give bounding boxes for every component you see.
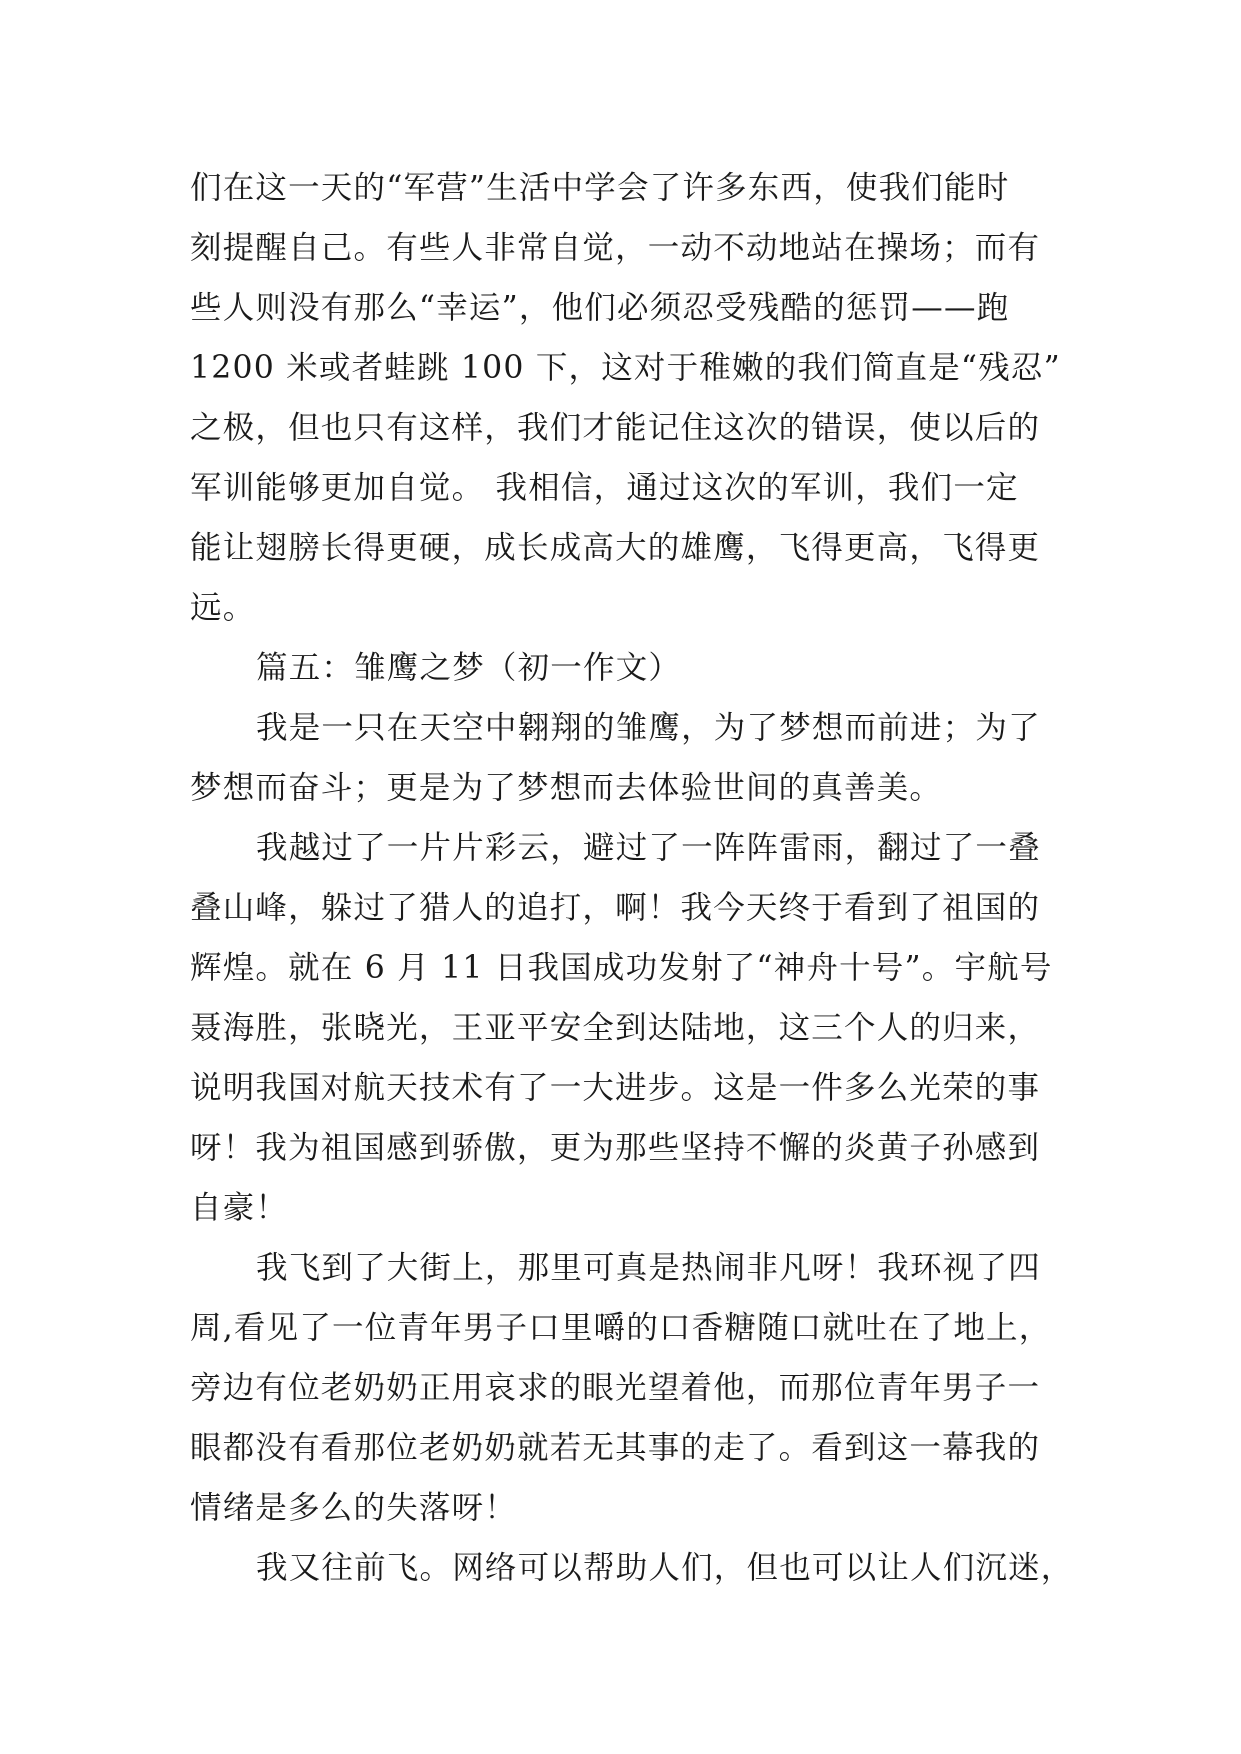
text-line: 眼都没有看那位老奶奶就若无其事的走了。看到这一幕我的 — [190, 1430, 1041, 1466]
text-line: 刻提醒自己。有些人非常自觉，一动不动地站在操场；而有 — [190, 230, 1041, 266]
text-line: 说明我国对航天技术有了一大进步。这是一件多么光荣的事 — [190, 1070, 1041, 1106]
text-line: 叠山峰，躲过了猎人的追打，啊！我今天终于看到了祖国的 — [190, 890, 1041, 926]
text-line: 之极，但也只有这样，我们才能记住这次的错误，使以后的 — [190, 410, 1041, 446]
paragraph-start-line: 我飞到了大街上，那里可真是热闹非凡呀！我环视了四 — [256, 1250, 1041, 1286]
text-line: 聂海胜，张晓光，王亚平安全到达陆地，这三个人的归来， — [190, 1010, 1041, 1046]
paragraph-start-line: 我又往前飞。网络可以帮助人们，但也可以让人们沉迷， — [256, 1550, 1074, 1586]
text-line: 军训能够更加自觉。 我相信，通过这次的军训，我们一定 — [190, 470, 1019, 506]
text-line: 远。 — [190, 590, 256, 626]
text-line: 旁边有位老奶奶正用哀求的眼光望着他，而那位青年男子一 — [190, 1370, 1041, 1406]
text-line: 自豪！ — [190, 1190, 289, 1226]
document-body — [190, 158, 1074, 1598]
text-line: 情绪是多么的失落呀！ — [190, 1490, 518, 1526]
paragraph-start-line: 我越过了一片片彩云，避过了一阵阵雷雨，翻过了一叠 — [256, 830, 1041, 866]
section-heading: 篇五：雏鹰之梦（初一作文） — [256, 650, 682, 686]
text-line: 呀！我为祖国感到骄傲，更为那些坚持不懈的炎黄子孙感到 — [190, 1130, 1041, 1166]
text-line: 梦想而奋斗；更是为了梦想而去体验世间的真善美。 — [190, 770, 943, 806]
text-line: 周,看见了一位青年男子口里嚼的口香糖随口就吐在了地上， — [190, 1310, 1052, 1346]
text-line: 辉煌。就在 6 月 11 日我国成功发射了“神舟十号”。宇航号 — [190, 950, 1053, 986]
text-line: 1200 米或者蛙跳 100 下，这对于稚嫩的我们简直是“残忍” — [190, 350, 1061, 386]
text-line: 些人则没有那么“幸运”，他们必须忍受残酷的惩罚——跑 — [190, 290, 1010, 326]
text-line: 能让翅膀长得更硬，成长成高大的雄鹰，飞得更高，飞得更 — [190, 530, 1041, 566]
paragraph-start-line: 我是一只在天空中翱翔的雏鹰，为了梦想而前进；为了 — [256, 710, 1041, 746]
text-line: 们在这一天的“军营”生活中学会了许多东西，使我们能时 — [190, 170, 1010, 206]
